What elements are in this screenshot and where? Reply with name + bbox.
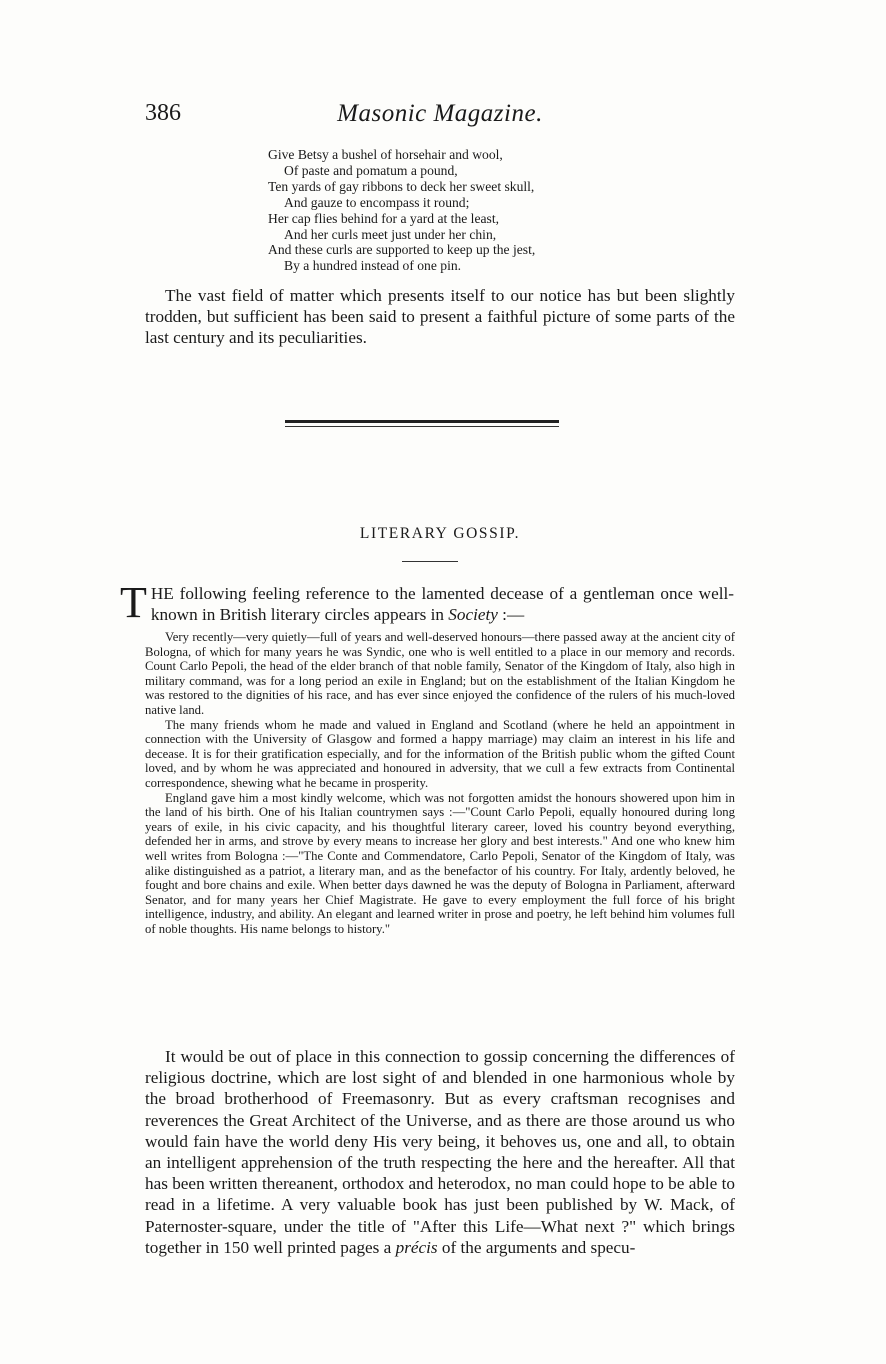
quote-paragraph: Very recently—very quietly—full of years and well-deserved honours—there passed away at the ancient city of Bologna, of which for many years he was Syndic, one who is well entitled to a place in our memory and records. Count Carlo Pepoli, the head of the elder branch of that noble family, Senator of the Kingdom of Italy, also high in military command, was for a long period an exile in England; but on the establishment of the Italian Kingdom he was restored to the dignities of his race, and has ever since enjoyed the confidence of the rulers of his much-loved native land. bbox=[145, 630, 735, 717]
title-underline-rule bbox=[402, 561, 458, 562]
section-title: LITERARY GOSSIP. bbox=[359, 525, 521, 542]
quote-paragraph: The many friends whom he made and valued in England and Scotland (where he held an appointment in connection with the University of Glasgow and formed a happy marriage) may claim an interest in his life and decease. It is for their gratification especially, and for the information of the British public whom the gifted Count loved, and by whom he was appreciated and honoured in adversity, that we cull a few extracts from Continental correspondence, shewing what he became in prosperity. bbox=[145, 717, 735, 790]
quoted-extract bbox=[145, 630, 735, 936]
poem-line: By a hundred instead of one pin. bbox=[284, 258, 462, 274]
page-header bbox=[145, 100, 735, 134]
intro-source-title: Society bbox=[448, 605, 498, 624]
final-text-before: It would be out of place in this connection to gossip concerning the differences of religious doctrine, which are lost sight of and blended in one harmonious whole by the broad brotherhood of Freemasonry. But as every craftsman recognises and reverences the Great Architect of the Universe, and as there are those around us who would fain have the world deny His very being, it behoves us, one and all, to obtain an intelligent apprehension of the truth respecting the here and the hereafter. All that has been written thereanent, orthodox and heterodox, no man could hope to be able to read in a lifetime. A very valuable book has just been published by W. Mack, of Paternoster-square, under the title of "After this Life—What next ?" which brings together in 150 well printed pages a bbox=[145, 1047, 735, 1257]
intro-text bbox=[120, 578, 734, 627]
poem-line: Of paste and pomatum a pound, bbox=[284, 162, 458, 178]
poem-line: Her cap flies behind for a yard at the least, bbox=[268, 210, 499, 226]
final-paragraph bbox=[145, 1046, 735, 1258]
divider-thin-rule bbox=[285, 426, 559, 427]
page-number: 386 bbox=[145, 100, 181, 126]
poem-line: And gauze to encompass it round; bbox=[284, 194, 470, 210]
running-title: Masonic Magazine. bbox=[337, 100, 543, 127]
intro-text-before: HE following feeling reference to the lamented decease of a gentleman once well-known in British literary circles appears in bbox=[150, 584, 734, 624]
final-text-after: of the arguments and specu- bbox=[437, 1237, 636, 1257]
closing-paragraph: The vast field of matter which presents itself to our notice has but been slightly trodden, but sufficient has been said to present a faithful picture of some parts of the last century and its peculiarities. bbox=[145, 286, 735, 348]
intro-text-after: :— bbox=[497, 605, 525, 624]
intro-paragraph bbox=[120, 578, 734, 627]
final-paragraph-block bbox=[145, 1046, 735, 1258]
poem-line: Ten yards of gay ribbons to deck her sweet skull, bbox=[268, 178, 535, 194]
poem-stanza bbox=[268, 147, 738, 274]
final-italic-word: précis bbox=[395, 1237, 438, 1257]
divider-thick-rule bbox=[285, 420, 559, 423]
closing-paragraph-block bbox=[145, 285, 735, 349]
quote-paragraph: England gave him a most kindly welcome, which was not forgotten amidst the honours showered upon him in the land of his birth. One of his Italian countrymen says :—"Count Carlo Pepoli, equally honoured during long years of exile, in his civic capacity, and his thoughtful literary career, loved his country beyond everything, defended her in arms, and strove by every means to increase her glory and best interests." And one who knew him well writes from Bologna :—"The Conte and Commendatore, Carlo Pepoli, Senator of the Kingdom of Italy, was alike distinguished as a patriot, a literary man, and as the benefactor of his country. For Italy, ardently beloved, he fought and bore chains and exile. When better days dawned he was the deputy of Bologna in Parliament, afterward Senator, and for many years her Chief Magistrate. He gave to every employment the full force of his bright intelligence, industry, and ability. An elegant and learned writer in prose and poetry, he left behind him volumes full of noble thoughts. His name belongs to history." bbox=[145, 790, 735, 936]
drop-cap: T bbox=[120, 578, 147, 627]
poem-line: And these curls are supported to keep up the jest, bbox=[268, 242, 536, 258]
poem-line: And her curls meet just under her chin, bbox=[284, 226, 497, 242]
section-divider bbox=[285, 420, 559, 430]
poem-line: Give Betsy a bushel of horsehair and wool, bbox=[268, 147, 503, 162]
